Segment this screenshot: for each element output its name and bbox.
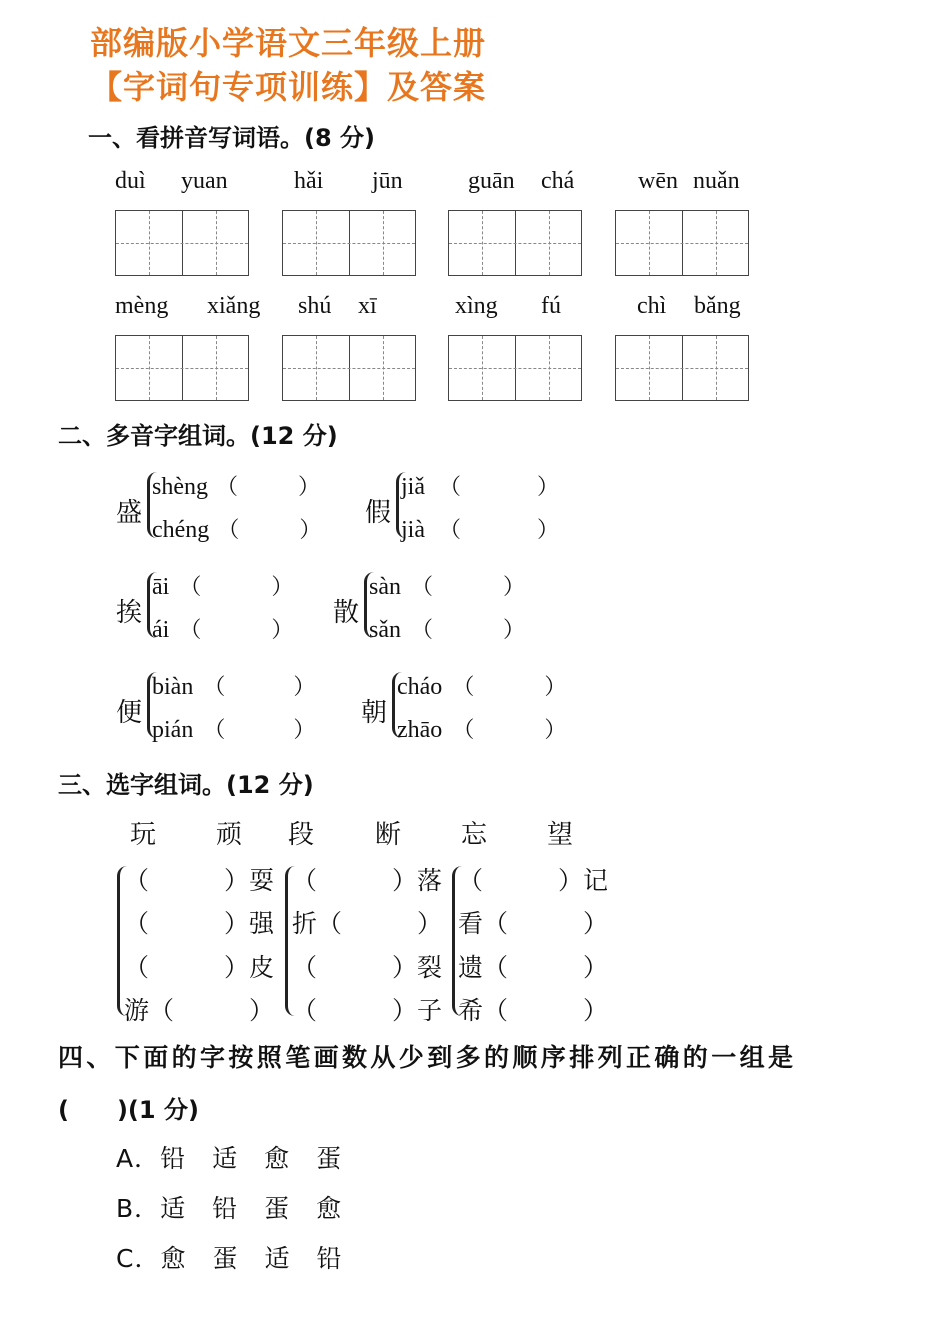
reading-line: sǎn （ ） — [369, 617, 526, 643]
writing-grid[interactable] — [615, 210, 749, 276]
reading-line: cháo （ ） — [397, 674, 567, 700]
reading-line: jiǎ （ ） — [401, 474, 560, 500]
pinyin: duì — [115, 168, 146, 194]
fill-item: 看（ ） — [458, 909, 609, 938]
reading-line: biàn （ ） — [152, 674, 316, 700]
pinyin: jūn — [372, 168, 403, 194]
polyphone-char: 假 — [365, 498, 392, 528]
fill-item: 游（ ） — [124, 996, 275, 1025]
reading-line: chéng （ ） — [152, 517, 322, 543]
reading-line: jià （ ） — [401, 517, 560, 543]
pinyin: mèng — [115, 293, 169, 319]
reading-line: sàn （ ） — [369, 574, 526, 600]
title-line1: 部编版小学语文三年级上册 — [90, 24, 487, 62]
section-4-heading: 四、下面的字按照笔画数从少到多的顺序排列正确的一组是 — [58, 1043, 797, 1072]
option-b[interactable]: B．适 铅 蛋 愈 — [116, 1194, 343, 1223]
pinyin: wēn — [638, 168, 678, 194]
pinyin: nuǎn — [693, 168, 740, 194]
pinyin: yuan — [181, 168, 228, 194]
section-4-heading-cont: ( )(1 分) — [58, 1096, 199, 1124]
pinyin: xìng — [455, 293, 498, 319]
reading-line: zhāo （ ） — [397, 717, 567, 743]
reading-line: āi （ ） — [152, 574, 294, 600]
choice-char: 断 — [375, 820, 402, 850]
reading-line: pián （ ） — [152, 717, 316, 743]
fill-item: 希（ ） — [458, 996, 609, 1025]
fill-item: （ ）子 — [292, 996, 443, 1025]
fill-item: （ ）强 — [124, 909, 275, 938]
polyphone-char: 朝 — [361, 698, 388, 728]
choice-char: 玩 — [130, 820, 157, 850]
pinyin: xiǎng — [207, 293, 261, 319]
section-2-heading: 二、多音字组词。(12 分) — [58, 422, 338, 450]
writing-grid[interactable] — [448, 335, 582, 401]
choice-char: 顽 — [216, 820, 243, 850]
writing-grid[interactable] — [115, 335, 249, 401]
choice-char: 望 — [547, 820, 574, 850]
pinyin: chá — [541, 168, 575, 194]
fill-item: （ ）耍 — [124, 866, 275, 895]
choice-char: 段 — [288, 820, 315, 850]
section-1-heading: 一、看拼音写词语。(8 分) — [88, 124, 375, 152]
option-c[interactable]: C．愈 蛋 适 铅 — [116, 1244, 343, 1273]
title-line2: 【字词句专项训练】及答案 — [90, 68, 487, 106]
choice-char: 忘 — [461, 820, 488, 850]
fill-item: （ ）落 — [292, 866, 443, 895]
reading-line: ái （ ） — [152, 617, 294, 643]
reading-line: shèng （ ） — [152, 474, 321, 500]
writing-grid[interactable] — [448, 210, 582, 276]
section-3-heading: 三、选字组词。(12 分) — [58, 771, 314, 799]
pinyin: chì — [637, 293, 667, 319]
pinyin: bǎng — [694, 293, 741, 319]
fill-item: （ ）裂 — [292, 953, 443, 982]
fill-item: （ ）记 — [458, 866, 609, 895]
pinyin: guān — [468, 168, 515, 194]
option-a[interactable]: A．铅 适 愈 蛋 — [116, 1144, 343, 1173]
polyphone-char: 挨 — [116, 598, 143, 628]
fill-item: 遗（ ） — [458, 953, 609, 982]
pinyin: shú — [298, 293, 332, 319]
writing-grid[interactable] — [282, 335, 416, 401]
writing-grid[interactable] — [615, 335, 749, 401]
writing-grid[interactable] — [115, 210, 249, 276]
pinyin: hǎi — [294, 168, 324, 194]
polyphone-char: 便 — [116, 698, 143, 728]
writing-grid[interactable] — [282, 210, 416, 276]
polyphone-char: 盛 — [116, 498, 143, 528]
pinyin: fú — [541, 293, 561, 319]
fill-item: 折（ ） — [292, 909, 443, 938]
polyphone-char: 散 — [333, 598, 360, 628]
pinyin: xī — [358, 293, 377, 319]
fill-item: （ ）皮 — [124, 953, 275, 982]
